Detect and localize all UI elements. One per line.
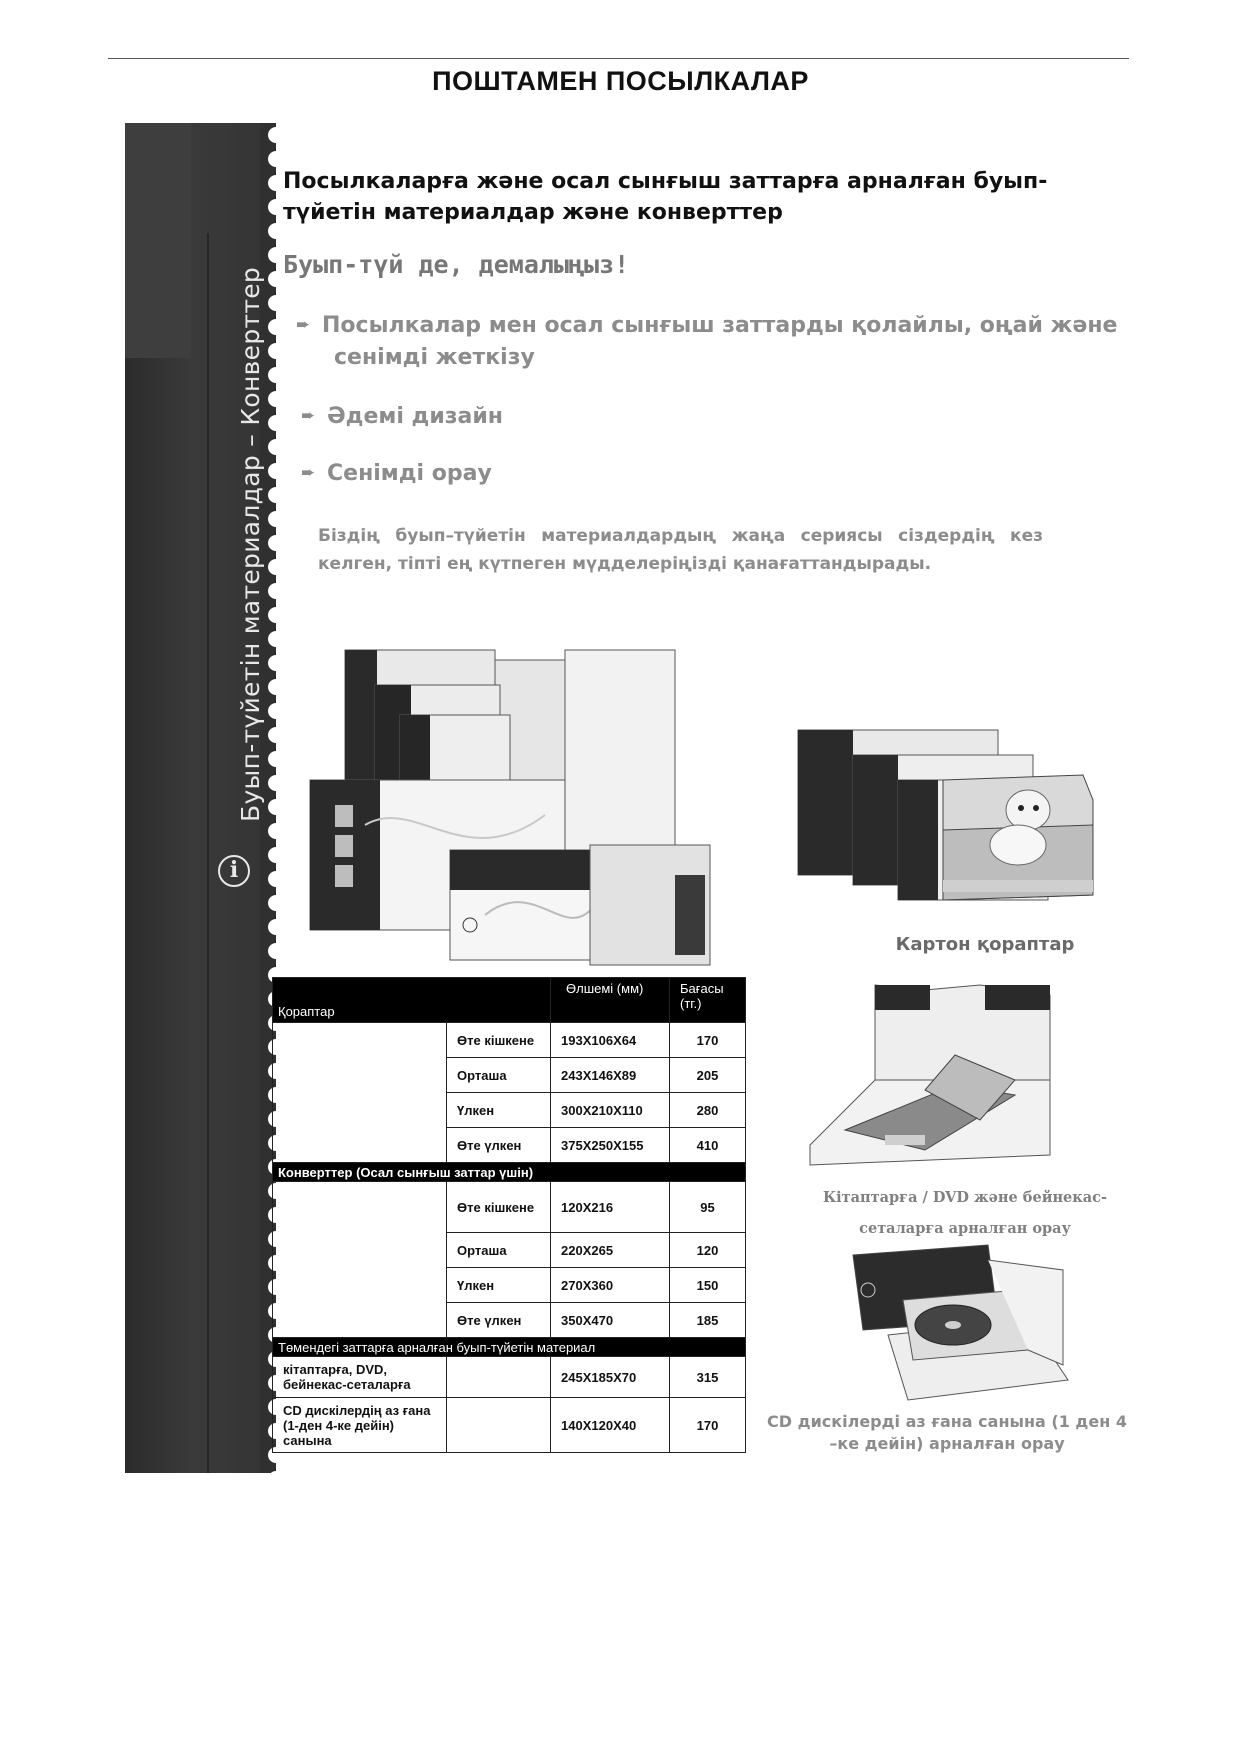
caption-cardboard-boxes: Картон қораптар [895, 934, 1075, 955]
arrow-bullet-icon: ➨ [296, 315, 311, 335]
slogan: Буып-түй де, демалыңыз! [283, 250, 630, 279]
book-dvd-packaging-photo [805, 980, 1055, 1170]
headline-line1: Посылкаларға және осал сынғыш заттарға арналған буып- [283, 169, 1048, 194]
arrow-bullet-icon: ➨ [301, 406, 316, 426]
bullet-wrapping: ➨ Сенімді орау [301, 457, 492, 490]
table-row: Өте үлкен 350X470 185 [273, 1303, 746, 1338]
cd-packaging-photo [848, 1240, 1073, 1405]
table-section-packaging: Төмендегі заттарға арналған буып-түйетін материал [273, 1338, 746, 1357]
price-table [272, 977, 746, 1453]
table-row: Өте кішкене 193X106X64 170 [273, 1023, 746, 1058]
arrow-bullet-icon: ➨ [301, 463, 316, 483]
boxes-photo [305, 645, 750, 970]
header-size: Өлшемі (мм) [551, 978, 670, 1023]
table-row: Орташа 243X146X89 205 [273, 1058, 746, 1093]
header-price: Бағасы (тг.) [670, 978, 746, 1023]
caption-cd: CD дискілерді аз ғана санына (1 ден 4 –ке дейін) арналған орау [767, 1412, 1127, 1453]
side-label: Буып-түйетін материалдар – Конверттер [236, 266, 265, 822]
headline-line2: түйетін материалдар және конверттер [283, 200, 783, 225]
headline [283, 166, 1083, 228]
table-row: Үлкен 300X210X110 280 [273, 1093, 746, 1128]
header-category: Қораптар [273, 978, 551, 1023]
table-row: Үлкен 270X360 150 [273, 1268, 746, 1303]
bullet-delivery: ➨ Посылкалар мен осал сынғыш заттарды қолайлы, оңай және сенімді жеткізу [296, 309, 1117, 374]
table-row: CD дискілердің аз ғана (1-ден 4-ке дейін) санына 140X120X40 170 [273, 1398, 746, 1453]
intro-text: Біздің буып–түйетін материалдардың жаңа сериясы сіздердің кез келген, тіпті ең күтпеген мүдделеріңізді қанағаттандырады. [318, 526, 1043, 574]
table-row: кітаптарға, DVD, бейнекас-сеталарға 245X185X70 315 [273, 1357, 746, 1398]
table-header-row [273, 978, 746, 1023]
table-row: Өте кішкене 120X216 95 [273, 1182, 746, 1233]
info-icon: i [218, 855, 250, 887]
table-row: Өте үлкен 375X250X155 410 [273, 1128, 746, 1163]
table-section-envelopes: Конверттер (Осал сынғыш заттар үшін) [273, 1163, 746, 1182]
page-title: ПОШТАМЕН ПОСЫЛКАЛАР [432, 66, 809, 96]
cardboard-boxes-photo [793, 720, 1123, 915]
caption-book-dvd: Кітаптарға / DVD және бейнекас- сеталарға арналған орау [822, 1189, 1108, 1237]
bullet-design: ➨ Әдемі дизайн [301, 400, 503, 433]
table-row: Орташа 220X265 120 [273, 1233, 746, 1268]
top-rule [108, 58, 1129, 59]
